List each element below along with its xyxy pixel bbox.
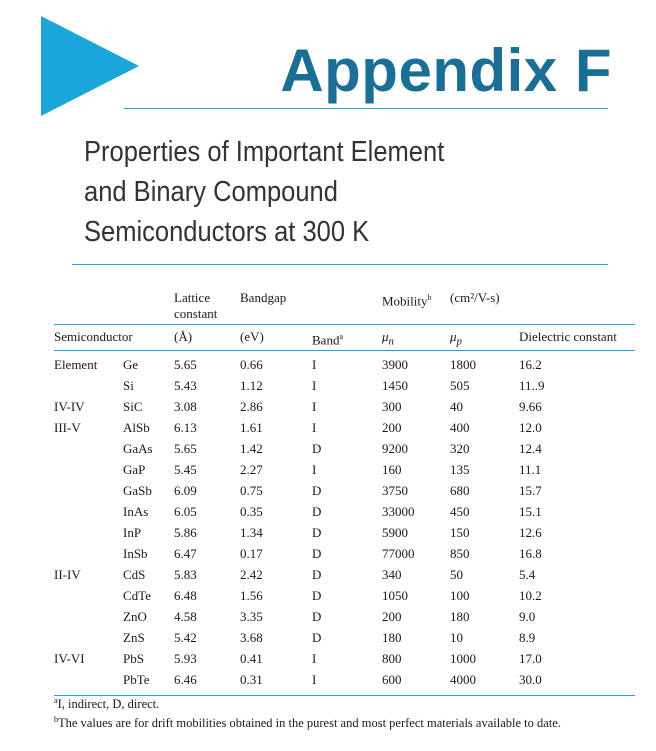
cell-mu-p: 180 xyxy=(450,609,470,624)
cell-mu-n: 9200 xyxy=(382,441,408,456)
cell-lattice: 5.43 xyxy=(174,378,197,393)
cell-gap: 3.68 xyxy=(240,630,263,645)
mu-p-header xyxy=(450,329,462,350)
cell-mu-p: 450 xyxy=(450,504,470,519)
cell-name: Ge xyxy=(123,357,139,372)
semiconductor-header: Semiconductor xyxy=(54,329,133,344)
mu-n-symbol: μ xyxy=(382,329,389,344)
cell-mu-n: 200 xyxy=(382,420,402,435)
cell-mu-p: 400 xyxy=(450,420,470,435)
bandgap-header: Bandgap xyxy=(240,290,287,305)
cell-mu-p: 1000 xyxy=(450,651,476,666)
cell-band: I xyxy=(312,672,317,687)
cell-gap: 2.27 xyxy=(240,462,263,477)
cell-mu-n: 1450 xyxy=(382,378,408,393)
cell-mu-p: 505 xyxy=(450,378,470,393)
footnote-mark: b xyxy=(54,715,58,725)
cell-lattice: 4.58 xyxy=(174,609,197,624)
table-body xyxy=(54,357,634,693)
cell-mu-p: 40 xyxy=(450,399,463,414)
mu-n-header xyxy=(382,329,394,350)
cell-mu-p: 100 xyxy=(450,588,470,603)
cell-diel: 15.1 xyxy=(519,504,542,519)
cell-name: PbS xyxy=(123,651,144,666)
footnote-text: The values are for drift mobilities obtained in the purest and most perfect materials available to date. xyxy=(58,716,561,731)
cell-gap: 1.42 xyxy=(240,441,263,456)
cell-mu-n: 3750 xyxy=(382,483,408,498)
cell-band: I xyxy=(312,378,317,393)
mobility-label: Mobility xyxy=(382,293,428,309)
cell-lattice: 5.83 xyxy=(174,567,197,582)
table-row xyxy=(54,651,634,672)
cell-group: IV-VI xyxy=(54,651,85,666)
cell-lattice: 6.47 xyxy=(174,546,197,561)
table-row xyxy=(54,525,634,546)
mobility-units: (cm²/V-s) xyxy=(450,290,500,305)
dielectric-header: Dielectric constant xyxy=(519,329,617,344)
table-row xyxy=(54,609,634,630)
cell-diel: 11..9 xyxy=(519,378,545,393)
cell-name: CdS xyxy=(123,567,146,582)
cell-name: GaAs xyxy=(123,441,153,456)
band-header xyxy=(312,329,343,348)
cell-diel: 9.0 xyxy=(519,609,536,624)
lattice-unit-header: (Å) xyxy=(174,329,193,344)
cell-gap: 0.35 xyxy=(240,504,263,519)
footnotes xyxy=(54,693,561,731)
lattice-header xyxy=(174,290,217,322)
table-row xyxy=(54,399,634,420)
cell-lattice: 6.48 xyxy=(174,588,197,603)
footnote-mark: a xyxy=(54,696,58,705)
cell-band: I xyxy=(312,399,317,414)
cell-diel: 11.1 xyxy=(519,462,542,477)
cell-mu-p: 680 xyxy=(450,483,470,498)
gap-unit-header: (eV) xyxy=(240,329,264,344)
table-row xyxy=(54,357,634,378)
cell-mu-p: 850 xyxy=(450,546,470,561)
footnote-b xyxy=(54,712,561,731)
cell-name: InP xyxy=(123,525,142,540)
cell-diel: 9.66 xyxy=(519,399,542,414)
cell-gap: 2.42 xyxy=(240,567,263,582)
subtitle-line: Semiconductors at 300 K xyxy=(84,216,370,248)
cell-band: I xyxy=(312,357,317,372)
mobility-footnote-mark: b xyxy=(427,293,432,302)
table-rule xyxy=(54,350,635,351)
table-row xyxy=(54,672,634,693)
cell-gap: 0.31 xyxy=(240,672,263,687)
cell-lattice: 5.42 xyxy=(174,630,197,645)
cell-gap: 1.12 xyxy=(240,378,263,393)
cell-diel: 30.0 xyxy=(519,672,542,687)
table-row xyxy=(54,630,634,651)
cell-diel: 15.7 xyxy=(519,483,542,498)
cell-group: Element xyxy=(54,357,98,372)
mobility-header xyxy=(382,290,432,309)
table-header-columns xyxy=(54,329,634,349)
band-footnote-mark: a xyxy=(339,332,344,341)
cell-diel: 17.0 xyxy=(519,651,542,666)
lattice-header-line: constant xyxy=(174,306,218,321)
table-row xyxy=(54,378,634,399)
cell-band: I xyxy=(312,420,317,435)
cell-lattice: 3.08 xyxy=(174,399,197,414)
table-row xyxy=(54,504,634,525)
cell-diel: 12.0 xyxy=(519,420,542,435)
cell-band: D xyxy=(312,525,322,540)
table-header-top xyxy=(54,290,634,324)
cell-lattice: 6.46 xyxy=(174,672,197,687)
mu-p-symbol: μ xyxy=(450,329,457,344)
table-row xyxy=(54,420,634,441)
cell-mu-n: 200 xyxy=(382,609,402,624)
mu-p-subscript: p xyxy=(456,335,462,348)
subtitle-divider xyxy=(72,264,608,265)
cell-band: I xyxy=(312,651,317,666)
table-row xyxy=(54,483,634,504)
cell-mu-n: 5900 xyxy=(382,525,408,540)
table-row xyxy=(54,441,634,462)
title-divider xyxy=(124,108,608,109)
cell-mu-n: 3900 xyxy=(382,357,408,372)
subtitle-line: and Binary Compound xyxy=(84,176,338,208)
cell-name: SiC xyxy=(123,399,143,414)
cell-band: D xyxy=(312,588,322,603)
cell-diel: 10.2 xyxy=(519,588,542,603)
cell-mu-p: 4000 xyxy=(450,672,476,687)
cell-band: D xyxy=(312,567,322,582)
cell-band: D xyxy=(312,441,322,456)
cell-lattice: 6.09 xyxy=(174,483,197,498)
cell-mu-p: 135 xyxy=(450,462,470,477)
cell-mu-n: 800 xyxy=(382,651,402,666)
cell-mu-n: 160 xyxy=(382,462,402,477)
cell-diel: 5.4 xyxy=(519,567,536,582)
page-title: Appendix F xyxy=(280,37,612,104)
cell-gap: 0.41 xyxy=(240,651,263,666)
cell-gap: 1.61 xyxy=(240,420,263,435)
cell-mu-p: 320 xyxy=(450,441,470,456)
cell-name: Si xyxy=(123,378,134,393)
cell-diel: 12.4 xyxy=(519,441,542,456)
cell-diel: 12.6 xyxy=(519,525,542,540)
table-row xyxy=(54,588,634,609)
cell-name: InAs xyxy=(123,504,149,519)
cell-name: GaP xyxy=(123,462,146,477)
cell-group: III-V xyxy=(54,420,81,435)
cell-gap: 1.56 xyxy=(240,588,263,603)
cell-band: D xyxy=(312,483,322,498)
cell-gap: 0.66 xyxy=(240,357,263,372)
cell-lattice: 5.86 xyxy=(174,525,197,540)
cell-group: II-IV xyxy=(54,567,81,582)
cell-lattice: 5.65 xyxy=(174,441,197,456)
cell-mu-p: 150 xyxy=(450,525,470,540)
footnote-text: I, indirect, D, direct. xyxy=(57,697,160,712)
cell-band: D xyxy=(312,504,322,519)
cell-mu-n: 77000 xyxy=(382,546,415,561)
cell-gap: 3.35 xyxy=(240,609,263,624)
cell-diel: 16.8 xyxy=(519,546,542,561)
cell-name: ZnO xyxy=(123,609,147,624)
footnote-a xyxy=(54,693,561,712)
cell-mu-n: 180 xyxy=(382,630,402,645)
cell-name: PbTe xyxy=(123,672,150,687)
page-subtitle xyxy=(84,132,542,252)
properties-table xyxy=(54,290,634,696)
cell-mu-n: 300 xyxy=(382,399,402,414)
table-rule xyxy=(54,324,635,325)
cell-diel: 16.2 xyxy=(519,357,542,372)
table-row xyxy=(54,567,634,588)
subtitle-line: Properties of Important Element xyxy=(84,136,445,168)
cell-mu-p: 1800 xyxy=(450,357,476,372)
cell-name: InSb xyxy=(123,546,148,561)
cell-band: D xyxy=(312,609,322,624)
cell-gap: 2.86 xyxy=(240,399,263,414)
cell-mu-n: 33000 xyxy=(382,504,415,519)
cell-gap: 0.75 xyxy=(240,483,263,498)
cell-band: D xyxy=(312,630,322,645)
band-label: Band xyxy=(312,332,340,348)
cell-lattice: 6.05 xyxy=(174,504,197,519)
cell-band: I xyxy=(312,462,317,477)
cell-group: IV-IV xyxy=(54,399,85,414)
cell-gap: 1.34 xyxy=(240,525,263,540)
cell-lattice: 5.65 xyxy=(174,357,197,372)
cell-lattice: 5.93 xyxy=(174,651,197,666)
cell-band: D xyxy=(312,546,322,561)
cell-mu-n: 1050 xyxy=(382,588,408,603)
cell-diel: 8.9 xyxy=(519,630,536,645)
cell-mu-p: 50 xyxy=(450,567,463,582)
cell-gap: 0.17 xyxy=(240,546,263,561)
cell-name: AlSb xyxy=(123,420,150,435)
cell-mu-n: 340 xyxy=(382,567,402,582)
cell-lattice: 6.13 xyxy=(174,420,197,435)
cell-lattice: 5.45 xyxy=(174,462,197,477)
table-row xyxy=(54,546,634,567)
cell-name: CdTe xyxy=(123,588,151,603)
table-row xyxy=(54,462,634,483)
cell-mu-p: 10 xyxy=(450,630,463,645)
cell-name: ZnS xyxy=(123,630,145,645)
mu-n-subscript: n xyxy=(388,335,394,348)
cell-name: GaSb xyxy=(123,483,152,498)
lattice-header-line: Lattice xyxy=(174,290,211,305)
cell-mu-n: 600 xyxy=(382,672,402,687)
